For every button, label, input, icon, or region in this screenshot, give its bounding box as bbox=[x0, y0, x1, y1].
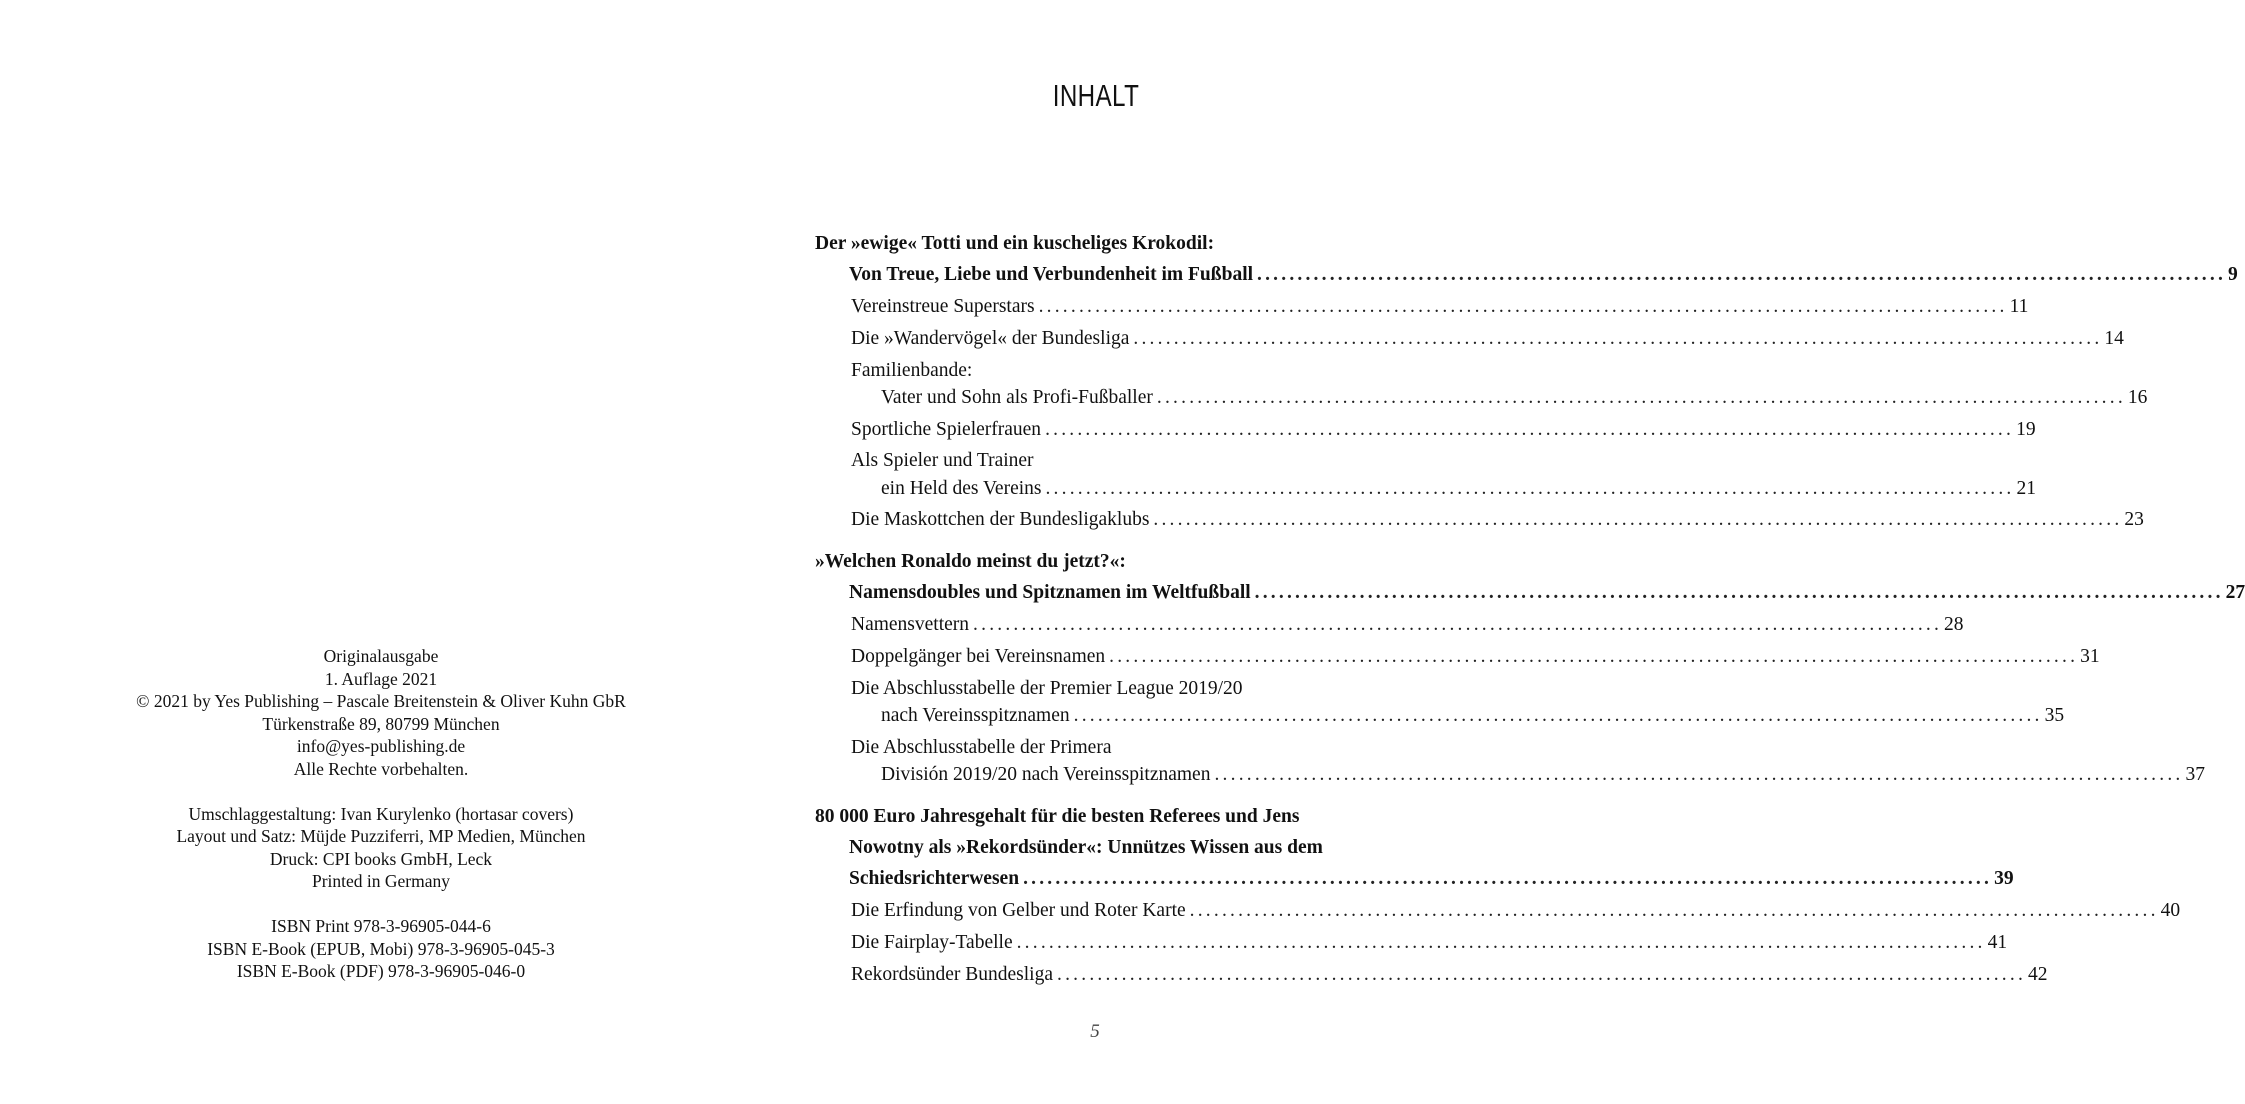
imprint bbox=[80, 645, 682, 983]
toc-entry bbox=[815, 475, 2036, 503]
imprint-line: ISBN E-Book (PDF) 978-3-96905-046-0 bbox=[236, 961, 526, 982]
toc-leader-dots: ........................................................................................................................ bbox=[1057, 964, 2027, 985]
toc-entry-page: 31 bbox=[2080, 646, 2100, 667]
toc-entry-page: 42 bbox=[2028, 964, 2048, 985]
imprint-line: Türkenstraße 89, 80799 München bbox=[262, 713, 500, 734]
imprint-line: © 2021 by Yes Publishing – Pascale Breitenstein & Oliver Kuhn GbR bbox=[136, 691, 626, 712]
toc-entry-page: 41 bbox=[1987, 932, 2008, 953]
imprint-line: Originalausgabe bbox=[323, 646, 439, 666]
toc-entry-page: 35 bbox=[2044, 705, 2065, 726]
toc-chapter-heading: »Welchen Ronaldo meinst du jetzt?«: bbox=[815, 551, 1126, 572]
toc-entry bbox=[815, 865, 2014, 893]
toc-leader-dots: ........................................................................................................................ bbox=[1214, 764, 2184, 785]
toc-leader-dots: ........................................................................................................................ bbox=[1045, 478, 2015, 499]
imprint-line: Alle Rechte vorbehalten. bbox=[293, 758, 469, 779]
toc-entry-page: 19 bbox=[2016, 419, 2036, 440]
page-number: 5 bbox=[1090, 1021, 1100, 1042]
toc-entry bbox=[815, 929, 2008, 957]
toc-entry-title: Vater und Sohn als Profi-Fußballer bbox=[881, 387, 1153, 408]
toc-entry bbox=[815, 384, 2148, 412]
toc-entry-page: 21 bbox=[2016, 478, 2036, 499]
toc-leader-dots: ........................................................................................................................ bbox=[1189, 900, 2159, 921]
imprint-line: Umschlaggestaltung: Ivan Kurylenko (hortasar covers) bbox=[188, 803, 574, 824]
toc-leader-dots: ........................................................................................................................ bbox=[1156, 387, 2126, 408]
toc-leader-dots: ........................................................................................................................ bbox=[1016, 932, 1986, 953]
toc-entry-title: Von Treue, Liebe und Verbundenheit im Fußball bbox=[849, 264, 1254, 285]
toc-entry-title: Rekordsünder Bundesliga bbox=[851, 964, 1054, 985]
toc-leader-dots: ........................................................................................................................ bbox=[1153, 509, 2123, 530]
imprint-line: Layout und Satz: Müjde Puzziferri, MP Medien, München bbox=[176, 826, 586, 847]
toc-leader-dots: ........................................................................................................................ bbox=[1045, 419, 2015, 440]
toc-entry bbox=[815, 643, 2100, 671]
toc-entry bbox=[815, 897, 2181, 925]
toc-entry bbox=[815, 761, 2205, 789]
toc-title: INHALT bbox=[1052, 78, 1140, 113]
imprint-line: ISBN Print 978-3-96905-044-6 bbox=[271, 915, 491, 936]
imprint-line: ISBN E-Book (EPUB, Mobi) 978-3-96905-045-3 bbox=[207, 938, 555, 959]
toc-entry-title: División 2019/20 nach Vereinsspitznamen bbox=[881, 764, 1211, 785]
toc-entry-page: 23 bbox=[2124, 509, 2144, 530]
toc-entry bbox=[815, 416, 2036, 444]
imprint-line: info@yes-publishing.de bbox=[296, 736, 466, 757]
toc-leader-dots: ........................................................................................................................ bbox=[1109, 646, 2079, 667]
imprint-line: 1. Auflage 2021 bbox=[324, 668, 438, 689]
toc-subheading: Familienbande: bbox=[851, 360, 973, 381]
toc-leader-dots: ........................................................................................................................ bbox=[1254, 582, 2224, 603]
toc-leader-dots: ........................................................................................................................ bbox=[1257, 264, 2227, 285]
toc-entry-page: 27 bbox=[2225, 582, 2245, 603]
toc-entry bbox=[815, 702, 2065, 730]
toc-entry-title: Die »Wandervögel« der Bundesliga bbox=[851, 328, 1130, 349]
toc-leader-dots: ........................................................................................................................ bbox=[1038, 296, 2008, 317]
toc-leader-dots: ........................................................................................................................ bbox=[1073, 705, 2043, 726]
toc-entry-title: Doppelgänger bei Vereinsnamen bbox=[851, 646, 1106, 667]
toc-entry-page: 11 bbox=[2009, 296, 2029, 317]
toc-subheading: Die Abschlusstabelle der Premier League 2019/20 bbox=[851, 678, 1243, 699]
toc-entry-page: 14 bbox=[2104, 328, 2124, 349]
toc-entry-title: Namensvettern bbox=[851, 614, 970, 635]
toc-chapter-heading: 80 000 Euro Jahresgehalt für die besten Referees und Jens bbox=[815, 806, 1300, 827]
toc-entry-title: Die Erfindung von Gelber und Roter Karte bbox=[851, 900, 1186, 921]
toc-entry bbox=[815, 611, 1964, 639]
toc-entry bbox=[815, 261, 2238, 289]
toc-subheading: Die Abschlusstabelle der Primera bbox=[851, 737, 1112, 758]
toc-leader-dots: ........................................................................................................................ bbox=[973, 614, 1943, 635]
toc-entry-page: 39 bbox=[1994, 868, 2014, 889]
toc-entry-title: nach Vereinsspitznamen bbox=[881, 705, 1070, 726]
toc-subheading: Als Spieler und Trainer bbox=[851, 450, 1034, 471]
toc-entry-page: 16 bbox=[2127, 387, 2148, 408]
toc-entry-page: 28 bbox=[1944, 614, 1964, 635]
toc-entry bbox=[815, 506, 2144, 534]
toc-leader-dots: ........................................................................................................................ bbox=[1133, 328, 2103, 349]
toc-entry-page: 9 bbox=[2228, 264, 2238, 285]
toc-entry-title: Die Maskottchen der Bundesligaklubs bbox=[851, 509, 1150, 530]
toc-entry bbox=[815, 579, 2245, 607]
imprint-line: Printed in Germany bbox=[311, 871, 451, 892]
toc-entry-page: 37 bbox=[2185, 764, 2205, 785]
toc-entry-title: Sportliche Spielerfrauen bbox=[851, 419, 1042, 440]
toc-entry-title: Namensdoubles und Spitznamen im Weltfußball bbox=[849, 582, 1251, 603]
toc-entry bbox=[815, 325, 2124, 353]
toc-entry-title: Die Fairplay-Tabelle bbox=[851, 932, 1013, 953]
table-of-contents bbox=[815, 0, 2245, 1104]
toc-entry bbox=[815, 961, 2048, 989]
toc-entry-page: 40 bbox=[2160, 900, 2181, 921]
imprint-line: Druck: CPI books GmbH, Leck bbox=[269, 848, 493, 869]
toc-chapter-heading: Nowotny als »Rekordsünder«: Unnützes Wissen aus dem bbox=[849, 837, 1323, 858]
toc-entry bbox=[815, 293, 2029, 321]
toc-leader-dots: ........................................................................................................................ bbox=[1023, 868, 1993, 889]
toc-entry-title: Vereinstreue Superstars bbox=[851, 296, 1035, 317]
toc-entry-title: ein Held des Vereins bbox=[881, 478, 1042, 499]
toc-chapter-heading: Der »ewige« Totti und ein kuscheliges Krokodil: bbox=[815, 233, 1215, 254]
toc-entry-title: Schiedsrichterwesen bbox=[849, 868, 1020, 889]
